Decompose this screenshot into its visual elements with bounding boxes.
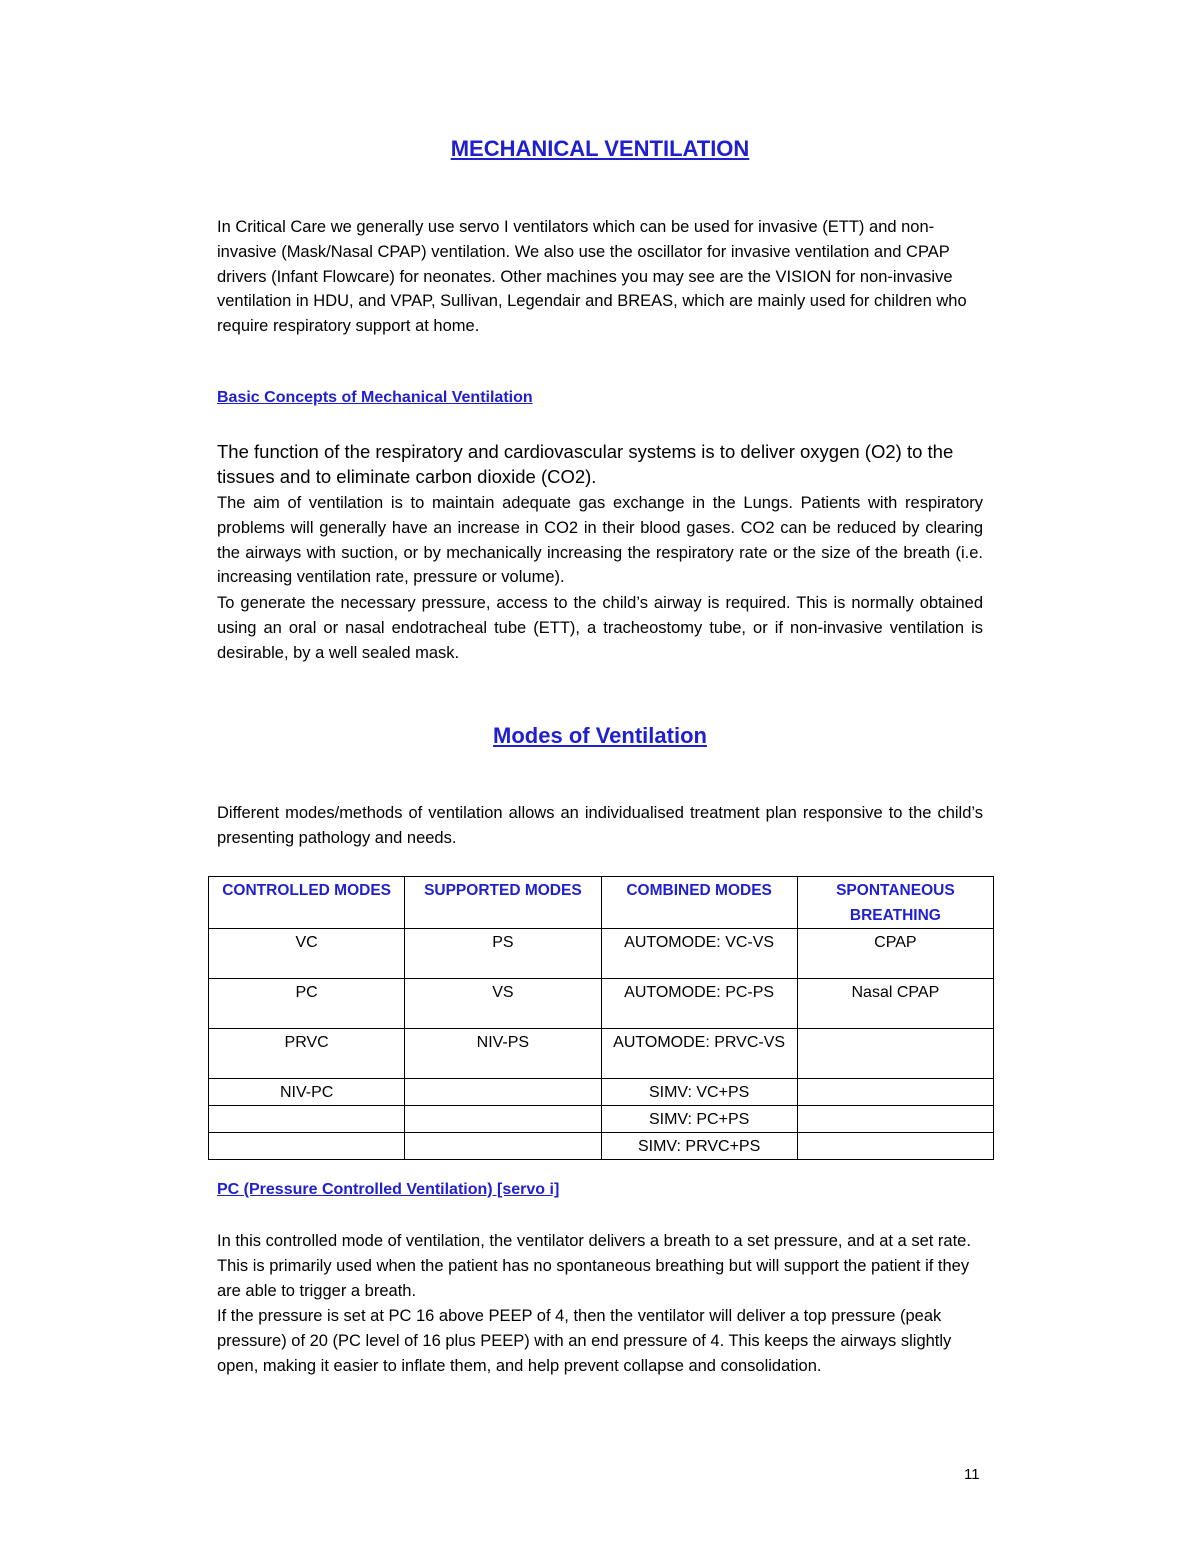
table-cell [405, 1133, 601, 1160]
table-cell [797, 1106, 993, 1133]
table-cell: SIMV: PRVC+PS [601, 1133, 797, 1160]
table-row [209, 1029, 994, 1079]
page-number: 11 [964, 1466, 980, 1483]
basic-concepts-paragraph-1: The aim of ventilation is to maintain adequate gas exchange in the Lungs. Patients with respiratory problems will generally have an increase in CO2 in their blood gases. CO2 can be reduced by clearing the airways with suction, or by mechanically increasing the respiratory rate or the size of the breath (i.e. increasing ventilation rate, pressure or volume). [217, 494, 983, 587]
basic-concepts-heading: Basic Concepts of Mechanical Ventilation [217, 389, 533, 406]
table-cell [405, 1106, 601, 1133]
table-cell: VC [209, 929, 405, 979]
column-header: CONTROLLED MODES [209, 877, 405, 929]
table-cell [797, 1079, 993, 1106]
table-cell: PRVC [209, 1029, 405, 1079]
table-cell [405, 1079, 601, 1106]
table-row [209, 979, 994, 1029]
basic-concepts-lead: The function of the respiratory and cardiovascular systems is to deliver oxygen (O2) to the tissues and to eliminate carbon dioxide (CO2). [217, 441, 954, 487]
column-header: SUPPORTED MODES [405, 877, 601, 929]
modes-heading: Modes of Ventilation [493, 723, 707, 748]
page-title: MECHANICAL VENTILATION [450, 136, 750, 161]
table-header-row [209, 877, 994, 929]
table-cell [797, 1029, 993, 1079]
pc-heading: PC (Pressure Controlled Ventilation) [servo i] [217, 1181, 560, 1198]
table-cell [209, 1106, 405, 1133]
table-cell: VS [405, 979, 601, 1029]
table-row [209, 1106, 994, 1133]
column-header: SPONTANEOUS BREATHING [797, 877, 993, 929]
table-cell: AUTOMODE: PC-PS [601, 979, 797, 1029]
table-cell: Nasal CPAP [797, 979, 993, 1029]
table-row [209, 929, 994, 979]
column-header: COMBINED MODES [601, 877, 797, 929]
table-cell: AUTOMODE: PRVC-VS [601, 1029, 797, 1079]
table-row [209, 1079, 994, 1106]
basic-concepts-paragraph-2: To generate the necessary pressure, access to the child’s airway is required. This is normally obtained using an oral or nasal endotracheal tube (ETT), a tracheostomy tube, or if non-invasive ventilation is desirable, by a well sealed mask. [217, 594, 983, 662]
table-cell: PC [209, 979, 405, 1029]
table-row [209, 1133, 994, 1160]
table-cell: AUTOMODE: VC-VS [601, 929, 797, 979]
table-cell [797, 1133, 993, 1160]
table-cell: NIV-PS [405, 1029, 601, 1079]
table-cell: SIMV: VC+PS [601, 1079, 797, 1106]
table-cell: NIV-PC [209, 1079, 405, 1106]
pc-paragraph-2: If the pressure is set at PC 16 above PEEP of 4, then the ventilator will deliver a top pressure (peak pressure) of 20 (PC level of 16 plus PEEP) with an end pressure of 4. This keeps the airways slightly open, making it easier to inflate them, and help prevent collapse and consolidation. [217, 1307, 952, 1375]
modes-intro: Different modes/methods of ventilation allows an individualised treatment plan responsive to the child’s presenting pathology and needs. [217, 804, 983, 847]
pc-paragraph-1: In this controlled mode of ventilation, the ventilator delivers a breath to a set pressure, and at a set rate. This is primarily used when the patient has no spontaneous breathing but will support the patient if they are able to trigger a breath. [217, 1232, 971, 1300]
table-cell: PS [405, 929, 601, 979]
table-cell: SIMV: PC+PS [601, 1106, 797, 1133]
modes-table [208, 876, 994, 1160]
intro-paragraph: In Critical Care we generally use servo I ventilators which can be used for invasive (ETT) and non-invasive (Mask/Nasal CPAP) ventilation. We also use the oscillator for invasive ventilation and CPAP drivers (Infant Flowcare) for neonates. Other machines you may see are the VISION for non-invasive ventilation in HDU, and VPAP, Sullivan, Legendair and BREAS, which are mainly used for children who require respiratory support at home. [217, 218, 967, 336]
table-cell: CPAP [797, 929, 993, 979]
table-cell [209, 1133, 405, 1160]
